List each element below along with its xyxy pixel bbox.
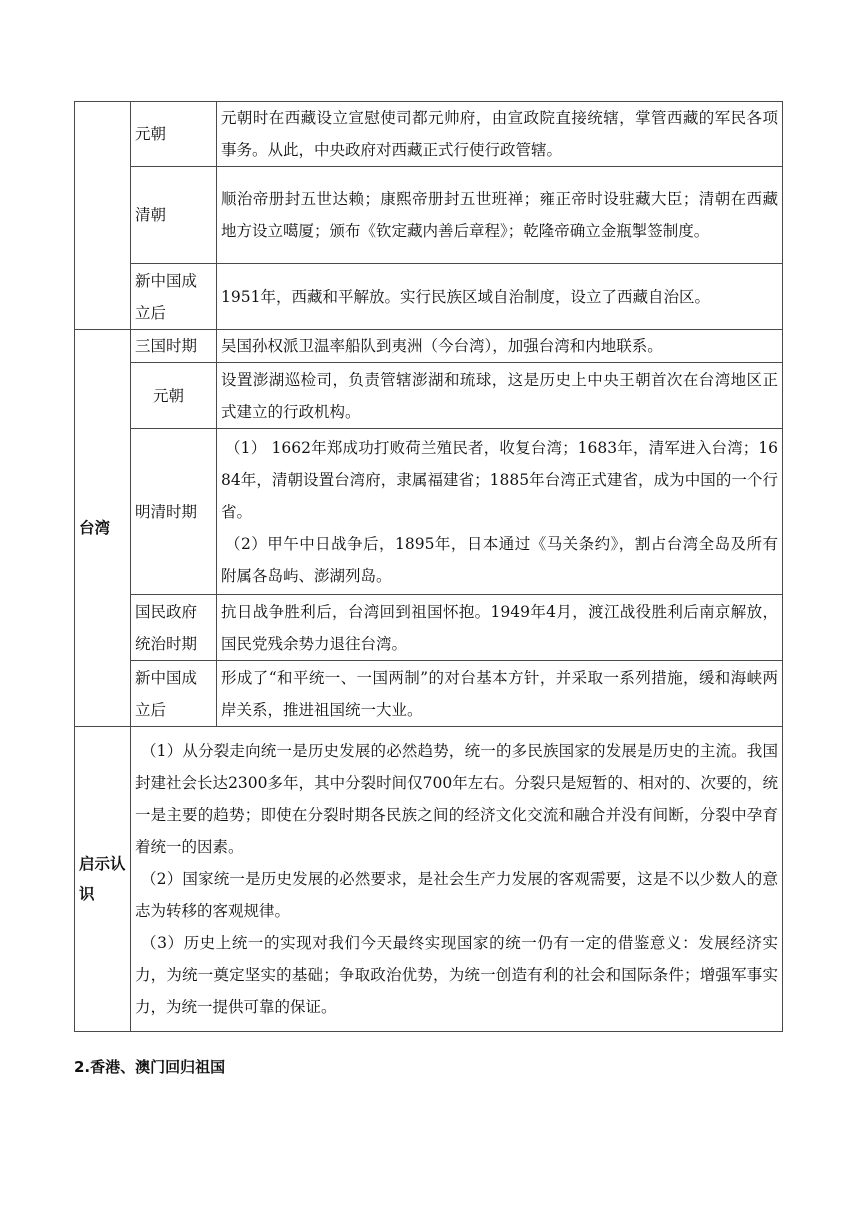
topic-label: 启示认识 xyxy=(79,855,126,903)
topic-cell-tibet xyxy=(75,102,131,330)
paragraph: （1）从分裂走向统一是历史发展的必然趋势，统一的多民族国家的发展是历史的主流。我国封建社会长达2300多年，其中分裂时间仅700年左右。分裂只是短暂的、相对的、次要的，统一是主要的趋势；即使在分裂时期各民族之间的经济文化交流和融合并没有间断，分裂中孕育着统一的因素。 xyxy=(135,742,778,856)
content-cell: 设置澎湖巡检司，负责管辖澎湖和琉球，这是历史上中央王朝首次在台湾地区正式建立的行政机构。 xyxy=(217,363,783,429)
period-cell: 元朝 xyxy=(131,363,217,429)
content-cell: 元朝时在西藏设立宣慰使司都元帅府，由宣政院直接统辖，掌管西藏的军民各项事务。从此，中央政府对西藏正式行使行政管辖。 xyxy=(217,102,783,167)
history-table xyxy=(74,101,783,1032)
period-cell: 三国时期 xyxy=(131,330,217,363)
period-cell: 新中国成立后 xyxy=(131,661,217,727)
table-row xyxy=(75,264,783,330)
period-cell: 明清时期 xyxy=(131,429,217,595)
table-row xyxy=(75,595,783,661)
paragraph: （2）甲午中日战争后，1895年，日本通过《马关条约》，割占台湾全岛及所有附属各岛屿、澎湖列岛。 xyxy=(221,534,778,585)
content-cell: 吴国孙权派卫温率船队到夷洲（今台湾），加强台湾和内地联系。 xyxy=(217,330,783,363)
table-row xyxy=(75,727,783,1032)
content-cell: 抗日战争胜利后，台湾回到祖国怀抱。1949年4月，渡江战役胜利后南京解放，国民党残余势力退往台湾。 xyxy=(217,595,783,661)
period-cell: 国民政府统治时期 xyxy=(131,595,217,661)
table-row xyxy=(75,363,783,429)
table-row xyxy=(75,167,783,264)
topic-cell-insight xyxy=(75,727,131,1032)
table-row xyxy=(75,429,783,595)
paragraph: （3）历史上统一的实现对我们今天最终实现国家的统一仍有一定的借鉴意义：发展经济实力，为统一奠定坚实的基础；争取政治优势，为统一创造有利的社会和国际条件；增强军事实力，为统一提供可靠的保证。 xyxy=(135,934,778,1016)
table-row xyxy=(75,102,783,167)
paragraph: （1） 1662年郑成功打败荷兰殖民者，收复台湾；1683年，清军进入台湾；1684年，清朝设置台湾府，隶属福建省；1885年台湾正式建省，成为中国的一个行省。 xyxy=(221,438,778,521)
period-cell: 元朝 xyxy=(131,102,217,167)
insight-cell xyxy=(131,727,783,1032)
topic-cell-taiwan: 台湾 xyxy=(75,330,131,727)
content-cell: 形成了“和平统一、一国两制”的对台基本方针，并采取一系列措施，缓和海峡两岸关系，推进祖国统一大业。 xyxy=(217,661,783,727)
table-row xyxy=(75,661,783,727)
period-cell: 清朝 xyxy=(131,167,217,264)
section-heading: 2.香港、澳门回归祖国 xyxy=(74,1058,226,1076)
content-cell: 顺治帝册封五世达赖；康熙帝册封五世班禅；雍正帝时设驻藏大臣；清朝在西藏地方设立噶厦；颁布《钦定藏内善后章程》；乾隆帝确立金瓶掣签制度。 xyxy=(217,167,783,264)
content-cell xyxy=(217,429,783,595)
period-cell: 新中国成立后 xyxy=(131,264,217,330)
content-cell: 1951年，西藏和平解放。实行民族区域自治制度，设立了西藏自治区。 xyxy=(217,264,783,330)
paragraph: （2）国家统一是历史发展的必然要求，是社会生产力发展的客观需要，这是不以少数人的意志为转移的客观规律。 xyxy=(135,870,778,920)
table-row xyxy=(75,330,783,363)
